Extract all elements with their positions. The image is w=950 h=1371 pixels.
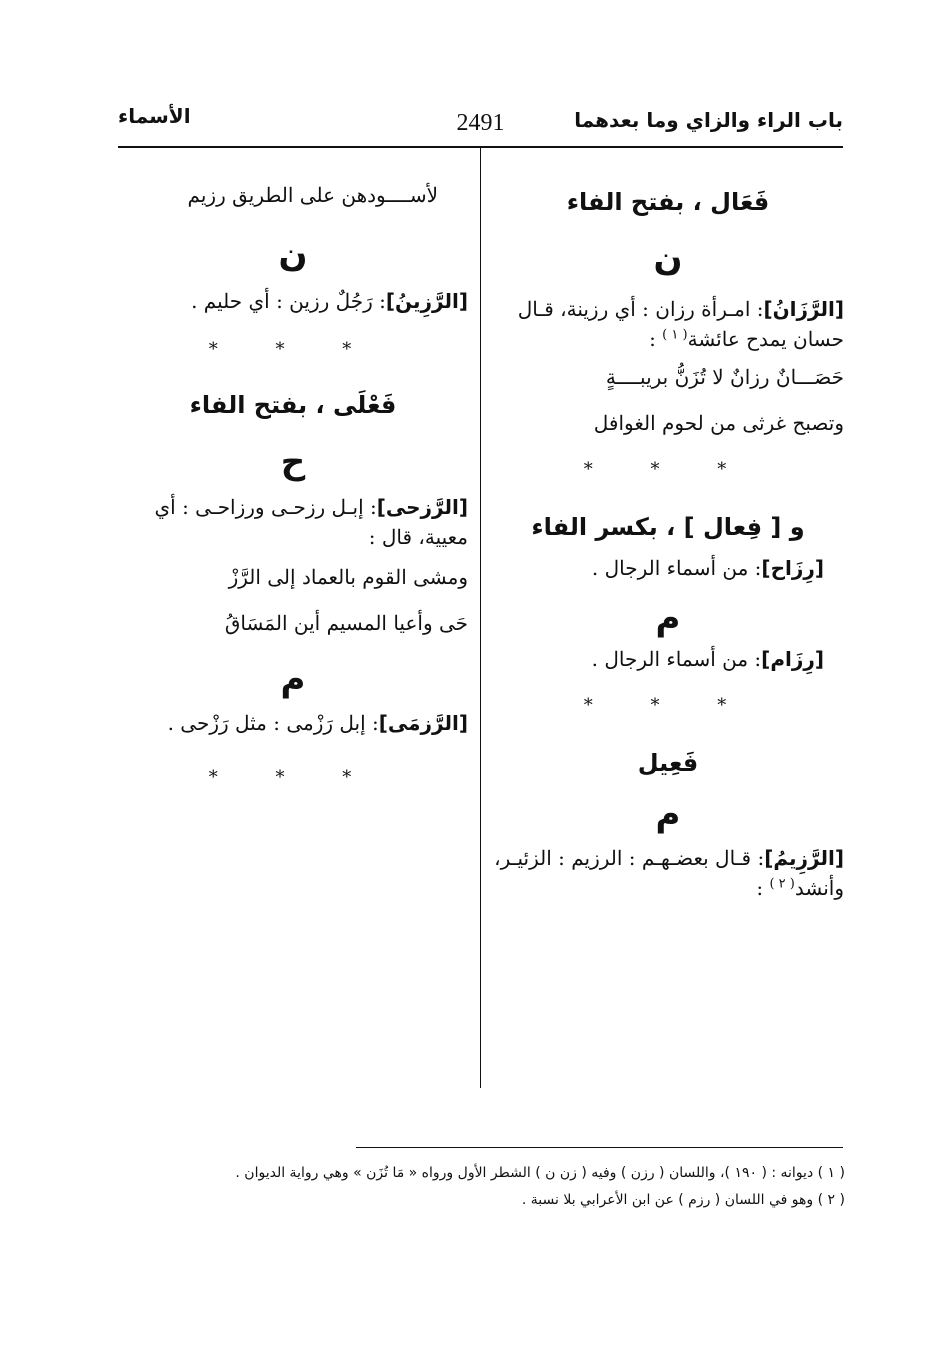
entry-lemma: [الرَّزِيمُ]	[764, 845, 844, 870]
right-column	[492, 178, 844, 903]
root-letter: ح	[280, 441, 306, 482]
entry-lemma: [الرَّزحى]	[376, 495, 468, 520]
pattern-heading: و [ فِعال ] ، بكسر الفاء	[531, 512, 805, 541]
entry-paragraph	[118, 286, 468, 316]
entry-paragraph	[492, 644, 844, 674]
footnote-rule	[356, 1147, 843, 1148]
entry-lemma: [الرَّزِينُ]	[385, 288, 468, 313]
section-title: الأسماء	[118, 104, 191, 128]
entry-text: : قـال بعضـهـم : الرزيم : الزئيـر، وأنشد	[494, 845, 844, 900]
entry-text: : من أسماء الرجال .	[591, 647, 762, 672]
footnote-2: ( ٢ ) وهو في اللسان ( رزم ) عن ابن الأعرابي بلا نسبة .	[521, 1191, 845, 1208]
verse-line: لأســــودهن على الطريق رزيم	[187, 183, 438, 207]
entry-lemma: [رِزَام]	[761, 647, 824, 672]
entry-paragraph	[118, 492, 468, 552]
entry-colon: :	[649, 326, 656, 351]
page-header	[118, 100, 843, 144]
entry-paragraph	[492, 843, 844, 903]
footnotes	[160, 1160, 845, 1213]
pattern-heading: فَعْلَى ، بفتح الفاء	[189, 390, 397, 419]
verse-line: حَصَـــانٌ رزانٌ لا تُزَنُّ بريبــــةٍ	[605, 364, 844, 389]
entry-lemma: [الرَّزَانُ]	[763, 296, 844, 321]
entry-colon: :	[756, 875, 764, 900]
chapter-title: باب الراء والزاي وما بعدهما	[574, 108, 843, 132]
footnote-ref: ( ١ )	[662, 326, 688, 342]
verse-line: وتصبح غرثى من لحوم الغوافل	[593, 410, 844, 435]
verse-line: حَى وأعيا المسيم أين المَسَاقُ	[224, 611, 468, 636]
entry-lemma: [الرَّزمَى]	[378, 710, 468, 735]
section-separator: * * *	[583, 695, 753, 717]
section-separator: * * *	[583, 458, 753, 480]
entry-lemma: [رِزَاح]	[761, 555, 824, 580]
section-separator: * * *	[208, 766, 378, 788]
entry-paragraph	[492, 294, 844, 354]
footnote-ref: ( ٢ )	[769, 876, 795, 892]
entry-text: : من أسماء الرجال .	[591, 555, 762, 580]
root-letter: م	[655, 794, 681, 835]
root-letter: ن	[278, 235, 308, 275]
root-letter: ن	[653, 239, 683, 279]
pattern-heading: فَعَال ، بفتح الفاء	[566, 188, 770, 216]
pattern-heading: فَعِيل	[637, 749, 699, 778]
page-number: 2491	[456, 110, 505, 136]
footnote-1: ( ١ ) ديوانه : ( ١٩٠ )، واللسان ( رزن ) وفيه ( زن ن ) الشطر الأول ورواه « مَا تُزَن » وهي رواية الديوان .	[235, 1165, 845, 1181]
entry-text: : رَجُلٌ رزين : أي حليم .	[191, 288, 386, 313]
entry-text: : امـرأة رزان : أي رزينة، قـال حسان يمدح عائشة	[517, 296, 844, 351]
entry-text: : إبـل رزحـى ورزاحـى : أي معيية، قال :	[154, 495, 468, 550]
section-separator: * * *	[208, 338, 378, 360]
root-letter: م	[655, 597, 681, 638]
root-letter: م	[280, 659, 306, 700]
entry-paragraph	[492, 553, 844, 583]
verse-line: ومشى القوم بالعماد إلى الرَّزْ	[228, 565, 468, 590]
column-divider	[480, 148, 481, 1088]
entry-paragraph	[118, 708, 468, 738]
entry-text: : إبل رَزْمى : مثل رَزْحى .	[167, 710, 379, 735]
left-column	[118, 178, 468, 791]
